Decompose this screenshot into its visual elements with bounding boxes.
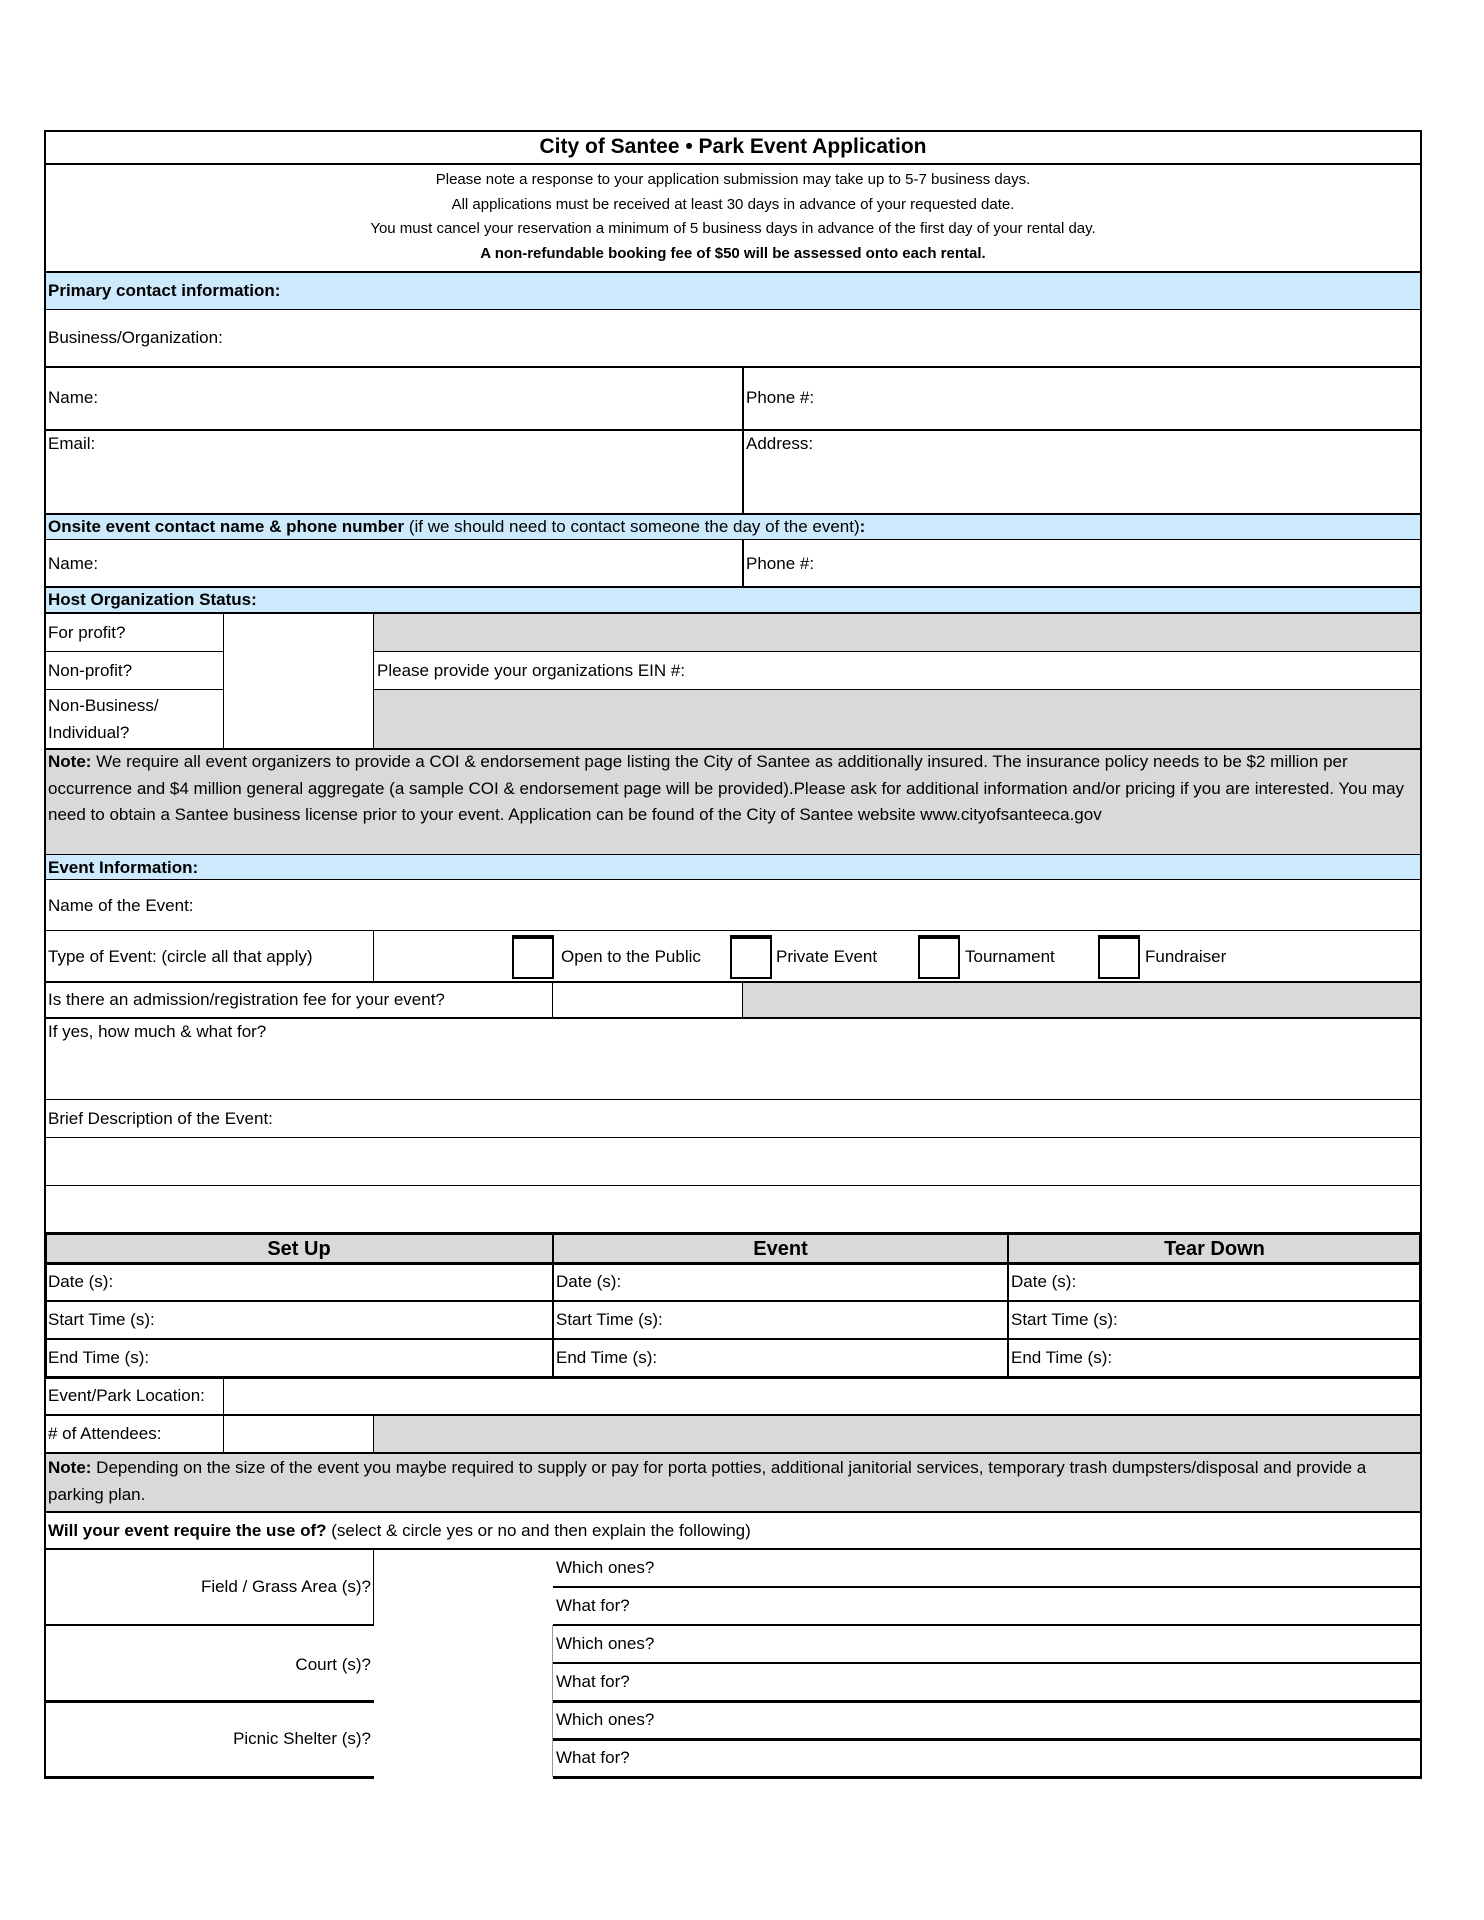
fee-details-label: If yes, how much & what for? [48, 1022, 267, 1041]
event-column-header: Event [553, 1234, 1008, 1263]
event-info-header: Event Information: [45, 855, 1421, 880]
onsite-header-rest: (if we should need to contact someone the day of the event) [404, 517, 860, 536]
grid-line [44, 1234, 47, 1377]
admission-fee-answer[interactable] [553, 982, 743, 1018]
grid-line [373, 931, 374, 982]
grid-line [44, 1300, 1422, 1302]
grid-line [44, 513, 1422, 515]
primary-contact-header: Primary contact information: [45, 272, 1421, 310]
setup-column-header: Set Up [45, 1234, 553, 1263]
grid-line [553, 1776, 1422, 1779]
onsite-phone-field[interactable] [743, 540, 1421, 587]
setup-start-time-field[interactable] [45, 1301, 553, 1339]
private-event-checkbox[interactable] [730, 935, 772, 979]
brief-description-field[interactable] [45, 1138, 1421, 1234]
shaded-cell [743, 982, 1421, 1018]
event-name-label: Name of the Event: [48, 896, 194, 915]
event-end-time-field[interactable] [553, 1339, 1008, 1377]
primary-name-label: Name: [48, 388, 99, 407]
onsite-header-bold: Onsite event contact name & phone number [48, 517, 405, 536]
grid-line [44, 1511, 1422, 1513]
grid-line [1419, 1234, 1422, 1377]
which-ones-label: Which ones? [556, 1634, 655, 1653]
teardown-start-time-field[interactable] [1008, 1301, 1421, 1339]
notice-line: You must cancel your reservation a minimum of 5 business days in advance of the first day of your rental day. [370, 220, 1096, 237]
onsite-name-field[interactable] [45, 540, 743, 587]
court-answer[interactable] [374, 1625, 553, 1701]
grid-line [44, 1776, 374, 1779]
onsite-phone-label: Phone #: [746, 554, 815, 573]
grid-line [44, 930, 1422, 931]
setup-end-time-field[interactable] [45, 1339, 553, 1377]
start-time-label: Start Time (s): [556, 1310, 663, 1329]
what-for-label: What for? [556, 1596, 630, 1615]
grid-line [44, 1548, 1422, 1550]
page-title: City of Santee • Park Event Application [539, 135, 927, 158]
use-header-rest: (select & circle yes or no and then explain the following) [326, 1521, 751, 1540]
grid-line [44, 1624, 374, 1626]
court-which-field[interactable] [553, 1625, 1421, 1663]
note-text: We require all event organizers to provide a COI & endorsement page listing the City of Santee as additionally insured. The insurance policy needs to be $2 million per occurrence and $4 million general aggregate (a sample COI & endorsement page will be provided).Please ask for additional information and/or pricing if you are interested. You may need to obtain a Santee business license prior to your event. Application can be found of the City of Santee website www.cityofsanteeca.gov [48, 752, 1405, 824]
note-text: Depending on the size of the event you maybe required to supply or pay for porta potties, additional janitorial services, temporary trash dumpsters/disposal and provide a parking plan. [48, 1458, 1367, 1504]
which-ones-label: Which ones? [556, 1710, 655, 1729]
grid-line [373, 1549, 374, 1625]
grid-line [44, 1452, 1422, 1454]
admission-fee-label: Is there an admission/registration fee for your event? [48, 990, 445, 1009]
date-label: Date (s): [48, 1272, 114, 1291]
date-label: Date (s): [1011, 1272, 1077, 1291]
grid-line [44, 612, 1422, 614]
notice-line: Please note a response to your application submission may take up to 5-7 business days. [435, 171, 1031, 188]
use-header-bold: Will your event require the use of? [48, 1521, 327, 1540]
grid-line [44, 1376, 1422, 1379]
end-time-label: End Time (s): [556, 1348, 658, 1367]
end-time-label: End Time (s): [1011, 1348, 1113, 1367]
private-event-label: Private Event [776, 947, 878, 966]
grid-line [44, 748, 1422, 750]
fundraiser-label: Fundraiser [1145, 947, 1227, 966]
event-name-field[interactable] [45, 880, 1421, 931]
email-field[interactable] [45, 430, 743, 514]
picnic-shelter-label: Picnic Shelter (s)? [233, 1729, 371, 1748]
booking-fee-notice: A non-refundable booking fee of $50 will be assessed onto each rental. [480, 244, 986, 262]
grid-line [223, 613, 224, 749]
primary-phone-field[interactable] [743, 367, 1421, 430]
grid-line [44, 271, 1422, 273]
onsite-contact-header [45, 514, 1421, 540]
teardown-column-header: Tear Down [1008, 1234, 1421, 1263]
grid-line [44, 1700, 374, 1703]
court-label: Court (s)? [295, 1655, 371, 1674]
fundraiser-checkbox[interactable] [1098, 935, 1140, 979]
business-organization-field[interactable] [45, 310, 1421, 367]
non-business-line2: Individual? [48, 723, 130, 742]
location-label: Event/Park Location: [48, 1386, 205, 1405]
business-organization-label: Business/Organization: [48, 328, 223, 347]
grid-line [44, 879, 1422, 880]
which-ones-label: Which ones? [556, 1558, 655, 1577]
open-to-public-label: Open to the Public [561, 947, 701, 966]
grid-line [374, 651, 1422, 652]
grid-line [373, 613, 374, 749]
grid-line [44, 651, 224, 652]
what-for-label: What for? [556, 1672, 630, 1691]
grid-line [44, 1099, 1422, 1100]
teardown-date-field[interactable] [1008, 1263, 1421, 1301]
grid-line [44, 586, 1422, 588]
teardown-end-time-field[interactable] [1008, 1339, 1421, 1377]
grid-line [1007, 1234, 1009, 1377]
email-label: Email: [48, 434, 96, 453]
note-bold: Note: [48, 752, 92, 771]
host-status-header: Host Organization Status: [45, 587, 1421, 613]
grid-line [44, 1262, 1422, 1265]
grid-line [553, 1624, 1422, 1626]
field-grass-which-field[interactable] [553, 1549, 1421, 1587]
grid-line [553, 1586, 1422, 1588]
non-profit-label: Non-profit? [48, 661, 133, 680]
grid-line [552, 1234, 554, 1377]
facilities-note [45, 1453, 1421, 1512]
shaded-cell [374, 1415, 1421, 1453]
event-start-time-field[interactable] [553, 1301, 1008, 1339]
grid-line [44, 130, 1422, 132]
grid-line [44, 1232, 1422, 1235]
court-what-field[interactable] [553, 1663, 1421, 1701]
note-bold: Note: [48, 1458, 92, 1477]
event-type-label: Type of Event: (circle all that apply) [48, 947, 313, 966]
setup-date-field[interactable] [45, 1263, 553, 1301]
ein-label: Please provide your organizations EIN #: [377, 661, 686, 680]
use-of-header [45, 1512, 1421, 1549]
grid-line [44, 163, 1422, 165]
address-field[interactable] [743, 430, 1421, 514]
grid-line [44, 1414, 1422, 1416]
host-status-answer-cell[interactable] [224, 613, 374, 749]
tournament-label: Tournament [965, 947, 1055, 966]
grid-line [552, 982, 553, 1018]
end-time-label: End Time (s): [48, 1348, 150, 1367]
primary-phone-label: Phone #: [746, 388, 815, 407]
field-grass-answer[interactable] [374, 1549, 553, 1625]
grid-line [553, 1700, 1422, 1703]
notice-line: All applications must be received at least 30 days in advance of your requested date. [451, 195, 1015, 213]
grid-line [44, 131, 46, 1778]
grid-line [44, 539, 1422, 540]
notice-block [45, 164, 1421, 272]
primary-name-field[interactable] [45, 367, 743, 430]
grid-line [44, 1017, 1422, 1019]
grid-line [44, 429, 1422, 431]
onsite-name-label: Name: [48, 554, 99, 573]
fee-details-field[interactable] [45, 1018, 1421, 1100]
grid-line [553, 1738, 1422, 1741]
grid-line [552, 1625, 553, 1777]
grid-line [44, 854, 1422, 855]
grid-line [1420, 131, 1422, 1778]
attendees-field[interactable] [224, 1415, 374, 1453]
what-for-label: What for? [556, 1748, 630, 1767]
event-date-field[interactable] [553, 1263, 1008, 1301]
onsite-header-colon: : [859, 517, 866, 536]
grid-line [44, 1137, 1422, 1138]
grid-line [742, 367, 744, 514]
grid-line [44, 309, 1422, 310]
start-time-label: Start Time (s): [48, 1310, 155, 1329]
tournament-checkbox[interactable] [918, 935, 960, 979]
shaded-cell [374, 613, 1421, 652]
location-field[interactable] [224, 1377, 1421, 1415]
non-business-line1: Non-Business/ [48, 696, 159, 715]
open-to-public-checkbox[interactable] [512, 935, 554, 979]
grid-line [44, 1185, 1422, 1186]
picnic-shelter-which-field[interactable] [553, 1701, 1421, 1739]
brief-description-label: Brief Description of the Event: [48, 1109, 273, 1128]
date-label: Date (s): [556, 1272, 622, 1291]
address-label: Address: [746, 434, 814, 453]
non-business-label [45, 690, 224, 749]
grid-line [44, 366, 1422, 368]
grid-line [44, 689, 224, 690]
insurance-note [45, 749, 1421, 855]
ein-field[interactable] [374, 652, 1421, 690]
field-grass-what-field[interactable] [553, 1587, 1421, 1625]
grid-line [44, 1338, 1422, 1340]
for-profit-label: For profit? [48, 623, 126, 642]
grid-line [374, 689, 1422, 690]
grid-line [373, 1415, 374, 1453]
attendees-label: # of Attendees: [48, 1424, 162, 1443]
grid-line [742, 982, 743, 1018]
grid-line [44, 981, 1422, 983]
field-grass-label: Field / Grass Area (s)? [200, 1577, 371, 1596]
shaded-cell [374, 690, 1421, 749]
picnic-shelter-answer[interactable] [374, 1701, 553, 1777]
grid-line [742, 540, 744, 587]
picnic-shelter-what-field[interactable] [553, 1739, 1421, 1777]
grid-line [553, 1662, 1422, 1664]
grid-line [223, 1377, 224, 1453]
start-time-label: Start Time (s): [1011, 1310, 1118, 1329]
